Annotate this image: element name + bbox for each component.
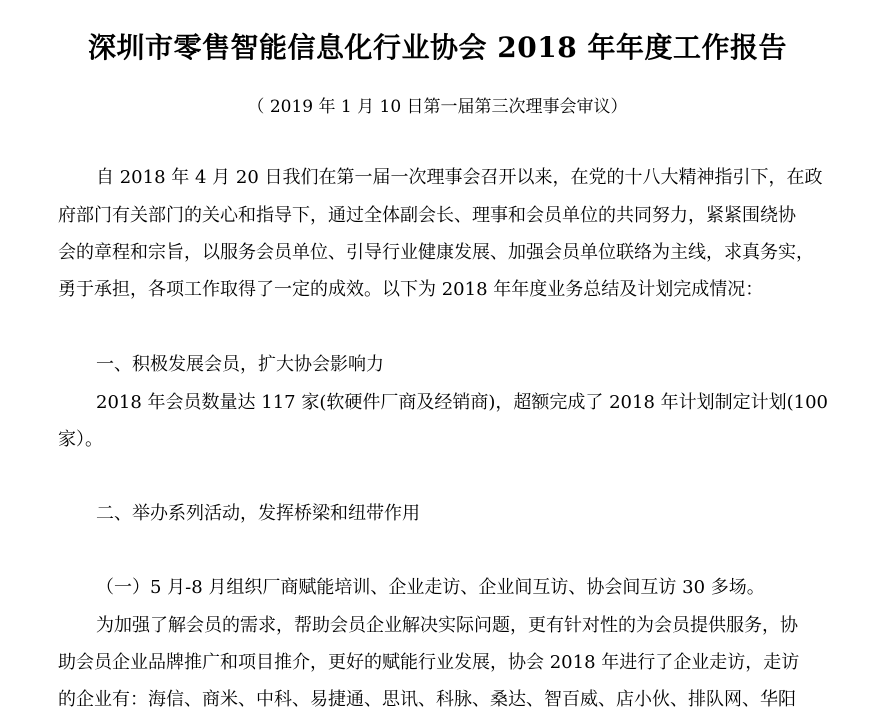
intro-line: 自 2018 年 4 月 20 日我们在第一届一次理事会召开以来，在党的十八大精神指引下，在政	[96, 167, 823, 188]
intro-line: 府部门有关部门的关心和指导下，通过全体副会长、理事和会员单位的共同努力，紧紧围绕协	[58, 205, 796, 226]
section2-sub1-heading: （一）5 月-8 月组织厂商赋能培训、企业走访、企业间互访、协会间互访 30 多场。	[96, 577, 765, 598]
intro-line: 勇于承担，各项工作取得了一定的成效。以下为 2018 年年度业务总结及计划完成情况：	[58, 279, 764, 300]
section2-body-line: 为加强了解会员的需求，帮助会员企业解决实际问题，更有针对性的为会员提供服务，协	[96, 615, 798, 636]
section1-body-line: 2018 年会员数量达 117 家(软硬件厂商及经销商)，超额完成了 2018 年计划制定计划(100	[96, 392, 829, 413]
section2-heading: 二、举办系列活动，发挥桥梁和纽带作用	[96, 503, 420, 524]
section1-heading: 一、积极发展会员，扩大协会影响力	[96, 354, 384, 375]
section1-body-line: 家）。	[58, 429, 103, 450]
section2-body-line: 助会员企业品牌推广和项目推介，更好的赋能行业发展，协会 2018 年进行了企业走访，走访	[58, 652, 800, 673]
section2-body-line: 的企业有：海信、商米、中科、易捷通、思讯、科脉、桑达、智百威、店小伙、排队网、华阳	[58, 689, 796, 710]
document-subtitle: （ 2019 年 1 月 10 日第一届第三次理事会审议）	[247, 97, 628, 117]
intro-line: 会的章程和宗旨，以服务会员单位、引导行业健康发展、加强会员单位联络为主线，求真务实，	[58, 242, 814, 263]
document-title: 深圳市零售智能信息化行业协会 2018 年年度工作报告	[88, 31, 787, 64]
